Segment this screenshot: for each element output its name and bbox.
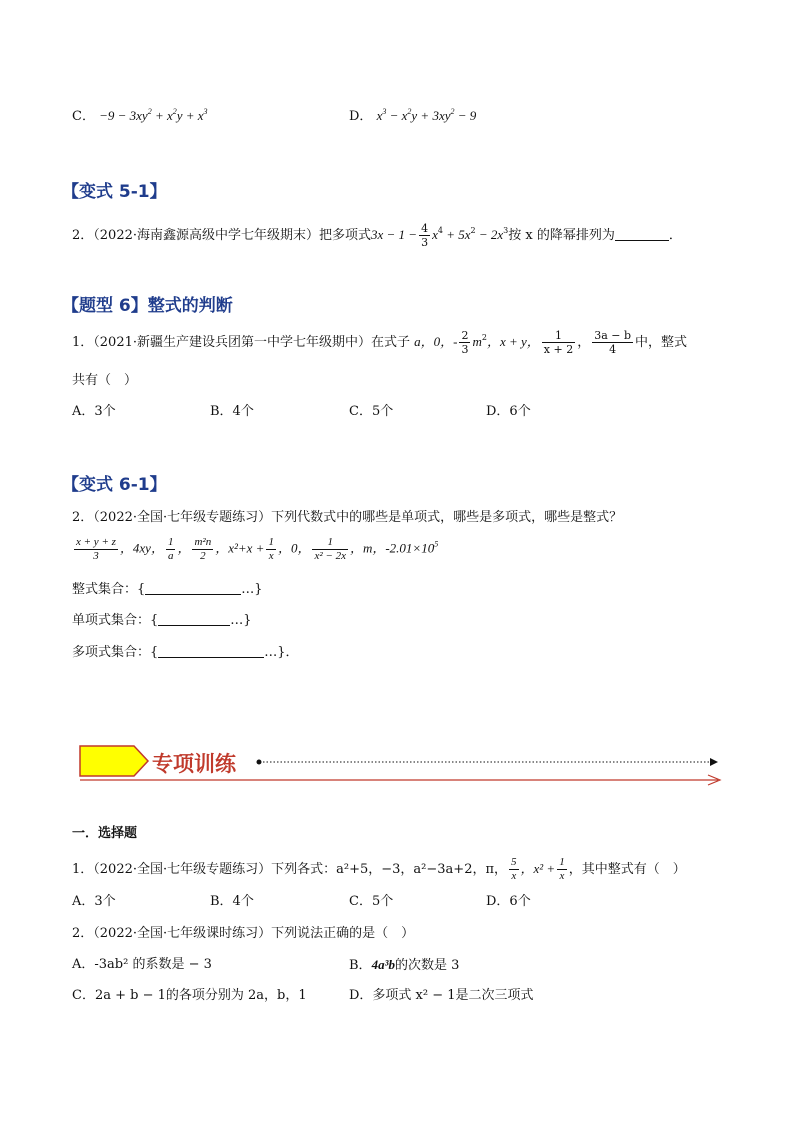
frac-num: m²n xyxy=(194,536,212,548)
expr-list: ，x + y， xyxy=(486,334,540,349)
question-text: （2022·全国·七年级专题练习）下列各式：a²+5，−3，a²−3a+2，π， xyxy=(93,862,508,877)
variant-5-1-question xyxy=(72,222,682,249)
frac-num: 1 xyxy=(327,536,333,548)
frac-num: 3a − b xyxy=(594,329,632,342)
banner-title: 专项训练 xyxy=(152,752,236,776)
type-6-option-b[interactable]: B．4个 xyxy=(210,404,254,419)
option-text: 的次数是 3 xyxy=(394,958,460,973)
expr-list: ，0， xyxy=(277,540,311,556)
set-polynomial xyxy=(72,645,299,661)
type-6-option-a[interactable]: A．3个 xyxy=(72,404,116,419)
s1-q1-option-a[interactable]: A．3个 xyxy=(72,894,116,909)
fraction xyxy=(557,856,567,883)
expr-list: ，m，-2.01×10 xyxy=(349,540,435,556)
expr-list: ，4xy， xyxy=(119,540,164,556)
expr-part: m xyxy=(472,334,482,349)
poly-part: 3x − 1 − xyxy=(371,227,418,242)
answer-blank[interactable] xyxy=(145,582,241,595)
s1-q2 xyxy=(72,926,414,942)
fraction xyxy=(509,856,519,883)
exponent: 3 xyxy=(503,226,509,235)
fraction xyxy=(592,329,633,356)
s1-q1-option-b[interactable]: B．4个 xyxy=(210,894,254,909)
question-text: 中，整式 xyxy=(635,335,688,350)
fraction xyxy=(459,329,470,356)
frac-den: x xyxy=(557,869,567,883)
question-text: （2022·全国·七年级专题练习）下列代数式中的哪些是单项式，哪些是多项式，哪些是整式？ xyxy=(93,510,623,525)
exponent: 2 xyxy=(470,226,476,235)
option-expr: 4a³b xyxy=(371,957,395,972)
variant-5-1-heading: 【变式 5-1】 xyxy=(62,182,167,202)
exponent: 4 xyxy=(437,226,443,235)
option-label: D． xyxy=(349,109,373,124)
set-end: …} xyxy=(230,613,252,628)
expr-part: ，x² + xyxy=(520,861,556,876)
fraction xyxy=(312,536,348,563)
frac-num: 1 xyxy=(555,329,562,342)
s1-q2-option-c[interactable]: C．2a + b − 1的各项分别为 2a，b，1 xyxy=(72,988,307,1003)
fraction xyxy=(419,222,430,249)
question-number: 2． xyxy=(72,510,94,525)
banner-dot-icon xyxy=(257,760,262,765)
set-end: …}． xyxy=(264,645,299,660)
option-d-expr: $x^3 - x^2y + 3xy^2 - 9$ xyxy=(376,107,477,123)
s1-q1 xyxy=(72,856,686,883)
exponent: 2 xyxy=(481,333,487,342)
fraction xyxy=(166,536,176,563)
exponent: 5 xyxy=(434,539,439,549)
variant-6-1-question xyxy=(72,510,622,526)
variant-6-1-expressions: $\frac{x + y + z}{3}$ ，4xy， $\frac{1}{a}$ ， $\frac{\text{m²n}}{2}$ ，x²+x + $\frac{1}{x}$ ，0， $\frac{1}{\text{x² − 2x}}$ ，m，$-2.01\times 10^5$ xyxy=(76,536,439,562)
question-number: 1． xyxy=(72,335,94,350)
set-integral xyxy=(72,582,263,598)
variant-6-1-heading: 【变式 6-1】 xyxy=(62,475,167,495)
s1-q2-option-b[interactable] xyxy=(349,957,459,974)
type-6-question-cont: 共有（ ） xyxy=(72,373,138,388)
frac-den: x² − 2x xyxy=(314,550,346,562)
poly-part: + 5x xyxy=(442,227,471,242)
answer-blank[interactable] xyxy=(615,228,669,241)
fraction xyxy=(192,536,213,563)
frac-den: x xyxy=(266,549,276,563)
punct: ， xyxy=(577,335,591,350)
banner-arrow-icon xyxy=(80,746,148,776)
type-6-option-d[interactable]: D．6个 xyxy=(486,404,531,419)
question-number: 2． xyxy=(72,228,94,243)
fraction xyxy=(266,536,276,563)
set-label: 单项式集合：{ xyxy=(72,613,159,628)
frac-num: 1 xyxy=(268,536,274,548)
frac-den: 4 xyxy=(592,342,633,356)
set-monomial xyxy=(72,613,252,629)
option-c xyxy=(72,108,208,125)
answer-blank[interactable] xyxy=(158,645,264,658)
poly-part: − 2x xyxy=(475,227,504,242)
expr-list: ，x²+x + xyxy=(215,540,265,556)
expr-list: a，0，- xyxy=(414,334,458,349)
s1-q1-option-c[interactable]: C．5个 xyxy=(349,894,394,909)
set-label: 整式集合：{ xyxy=(72,582,146,597)
s1-q2-option-a[interactable]: A．-3ab² 的系数是 − 3 xyxy=(72,957,212,972)
s1-q1-option-d[interactable]: D．6个 xyxy=(486,894,531,909)
answer-blank[interactable] xyxy=(158,613,230,626)
question-text: ，其中整式有（ ） xyxy=(568,862,686,877)
poly-part: x xyxy=(432,227,438,242)
frac-num: x + y + z xyxy=(76,536,116,548)
option-c-expr: $-9 - 3xy^2 + x^2y + x^3$ xyxy=(99,107,208,123)
frac-num: 2 xyxy=(461,329,469,342)
fraction xyxy=(74,536,118,563)
question-number: 1． xyxy=(72,862,94,877)
frac-den: 3 xyxy=(461,343,469,356)
type-6-question xyxy=(72,329,687,356)
frac-num: 5 xyxy=(511,856,517,868)
option-d xyxy=(349,108,476,125)
question-number: 2． xyxy=(72,926,94,941)
section-title: 一．选择题 xyxy=(72,826,138,841)
frac-den: 3 xyxy=(74,549,118,563)
frac-num: 4 xyxy=(421,222,429,235)
frac-den: a xyxy=(167,550,174,562)
set-end: …} xyxy=(241,582,263,597)
frac-num: 1 xyxy=(559,856,565,868)
option-label: C． xyxy=(72,109,95,124)
option-label: B． xyxy=(349,958,372,973)
frac-den: 3 xyxy=(421,236,429,249)
banner-arrowhead-icon xyxy=(710,758,718,766)
frac-den: 2 xyxy=(192,549,213,563)
frac-num: 1 xyxy=(167,536,174,548)
s1-q2-option-d[interactable]: D．多项式 x² − 1是二次三项式 xyxy=(349,988,534,1003)
question-text: （2022·海南鑫源高级中学七年级期末）把多项式 xyxy=(93,228,371,243)
frac-den: x + 2 xyxy=(543,343,574,356)
type-6-heading: 【题型 6】整式的判断 xyxy=(62,296,233,316)
frac-den: x xyxy=(509,869,519,883)
punct: ． xyxy=(668,228,682,243)
type-6-option-c[interactable]: C．5个 xyxy=(349,404,394,419)
fraction xyxy=(542,329,575,356)
question-text: （2021·新疆生产建设兵团第一中学七年级期中）在式子 xyxy=(93,335,410,350)
set-label: 多项式集合：{ xyxy=(72,645,159,660)
question-text: 按 x 的降幂排列为 xyxy=(508,228,615,243)
question-text: （2022·全国·七年级课时练习）下列说法正确的是（ ） xyxy=(93,926,415,941)
